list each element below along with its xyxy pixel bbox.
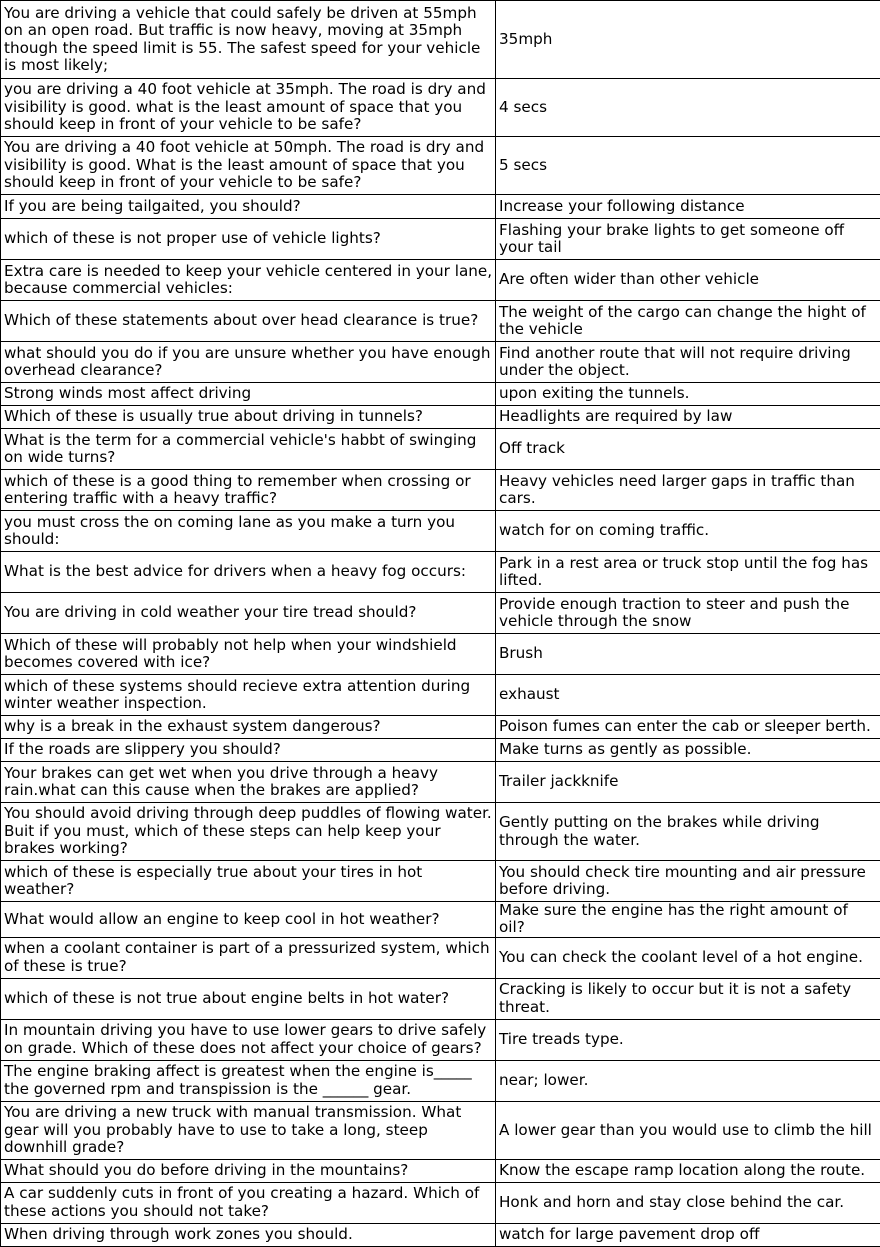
question-cell: What should you do before driving in the mountains?: [1, 1159, 496, 1182]
flashcard-table-body: [1, 1, 880, 1247]
table-row: [1, 1159, 880, 1182]
answer-cell: Cracking is likely to occur but it is not a safety threat.: [496, 978, 880, 1019]
table-row: [1, 429, 880, 470]
question-cell: When driving through work zones you should.: [1, 1223, 496, 1246]
question-cell: The engine braking affect is greatest when the engine is_____ the governed rpm and transpission is the ______ gear.: [1, 1060, 496, 1101]
question-cell: Your brakes can get wet when you drive through a heavy rain.what can this cause when the brakes are applied?: [1, 762, 496, 803]
answer-cell: Increase your following distance: [496, 195, 880, 219]
table-row: [1, 861, 880, 902]
table-row: [1, 470, 880, 511]
question-cell: when a coolant container is part of a pressurized system, which of these is true?: [1, 937, 496, 978]
table-row: [1, 1060, 880, 1101]
answer-cell: A lower gear than you would use to climb the hill: [496, 1101, 880, 1159]
answer-cell: 4 secs: [496, 79, 880, 137]
question-cell: You are driving a new truck with manual transmission. What gear will you probably have to use to take a long, steep downhill grade?: [1, 1101, 496, 1159]
answer-cell: Off track: [496, 429, 880, 470]
question-cell: What is the term for a commercial vehicle's habbt of swinging on wide turns?: [1, 429, 496, 470]
answer-cell: Gently putting on the brakes while driving through the water.: [496, 803, 880, 861]
table-row: [1, 342, 880, 383]
question-cell: which of these is not proper use of vehicle lights?: [1, 219, 496, 260]
question-cell: What would allow an engine to keep cool in hot weather?: [1, 902, 496, 938]
question-cell: what should you do if you are unsure whether you have enough overhead clearance?: [1, 342, 496, 383]
answer-cell: Honk and horn and stay close behind the car.: [496, 1182, 880, 1223]
question-cell: Strong winds most affect driving: [1, 383, 496, 406]
answer-cell: Make turns as gently as possible.: [496, 739, 880, 762]
answer-cell: Headlights are required by law: [496, 406, 880, 429]
answer-cell: watch for large pavement drop off: [496, 1223, 880, 1246]
answer-cell: Make sure the engine has the right amount of oil?: [496, 902, 880, 938]
table-row: [1, 716, 880, 739]
answer-cell: watch for on coming traffic.: [496, 511, 880, 552]
question-cell: A car suddenly cuts in front of you creating a hazard. Which of these actions you should not take?: [1, 1182, 496, 1223]
answer-cell: The weight of the cargo can change the hight of the vehicle: [496, 301, 880, 342]
answer-cell: Brush: [496, 634, 880, 675]
table-row: [1, 978, 880, 1019]
table-row: [1, 511, 880, 552]
table-row: [1, 552, 880, 593]
question-cell: Which of these statements about over head clearance is true?: [1, 301, 496, 342]
table-row: [1, 301, 880, 342]
table-row: [1, 675, 880, 716]
answer-cell: 35mph: [496, 1, 880, 79]
question-cell: which of these is a good thing to remember when crossing or entering traffic with a heavy traffic?: [1, 470, 496, 511]
question-cell: If the roads are slippery you should?: [1, 739, 496, 762]
answer-cell: Know the escape ramp location along the route.: [496, 1159, 880, 1182]
question-cell: which of these is not true about engine belts in hot water?: [1, 978, 496, 1019]
table-row: [1, 593, 880, 634]
answer-cell: Park in a rest area or truck stop until the fog has lifted.: [496, 552, 880, 593]
answer-cell: Tire treads type.: [496, 1019, 880, 1060]
answer-cell: Heavy vehicles need larger gaps in traffic than cars.: [496, 470, 880, 511]
question-cell: which of these systems should recieve extra attention during winter weather inspection.: [1, 675, 496, 716]
table-row: [1, 937, 880, 978]
answer-cell: upon exiting the tunnels.: [496, 383, 880, 406]
answer-cell: Are often wider than other vehicle: [496, 260, 880, 301]
table-row: [1, 762, 880, 803]
question-cell: why is a break in the exhaust system dangerous?: [1, 716, 496, 739]
table-row: [1, 383, 880, 406]
answer-cell: Find another route that will not require driving under the object.: [496, 342, 880, 383]
answer-cell: You should check tire mounting and air pressure before driving.: [496, 861, 880, 902]
question-cell: Which of these will probably not help when your windshield becomes covered with ice?: [1, 634, 496, 675]
table-row: [1, 1019, 880, 1060]
answer-cell: You can check the coolant level of a hot engine.: [496, 937, 880, 978]
question-cell: you must cross the on coming lane as you make a turn you should:: [1, 511, 496, 552]
table-row: [1, 79, 880, 137]
answer-cell: Provide enough traction to steer and push the vehicle through the snow: [496, 593, 880, 634]
question-cell: You are driving a vehicle that could safely be driven at 55mph on an open road. But traffic is now heavy, moving at 35mph though the speed limit is 55. The safest speed for your vehicle is most likely;: [1, 1, 496, 79]
table-row: [1, 1223, 880, 1246]
answer-cell: Poison fumes can enter the cab or sleeper berth.: [496, 716, 880, 739]
question-cell: You should avoid driving through deep puddles of flowing water. Buit if you must, which of these steps can help keep your brakes working?: [1, 803, 496, 861]
answer-cell: Trailer jackknife: [496, 762, 880, 803]
table-row: [1, 803, 880, 861]
answer-cell: near; lower.: [496, 1060, 880, 1101]
table-row: [1, 634, 880, 675]
table-row: [1, 1101, 880, 1159]
table-row: [1, 739, 880, 762]
question-cell: In mountain driving you have to use lower gears to drive safely on grade. Which of these does not affect your choice of gears?: [1, 1019, 496, 1060]
question-cell: You are driving in cold weather your tire tread should?: [1, 593, 496, 634]
table-row: [1, 902, 880, 938]
question-cell: If you are being tailgaited, you should?: [1, 195, 496, 219]
table-row: [1, 260, 880, 301]
question-cell: You are driving a 40 foot vehicle at 50mph. The road is dry and visibility is good. What is the least amount of space that you should keep in front of your vehicle to be safe?: [1, 137, 496, 195]
answer-cell: exhaust: [496, 675, 880, 716]
table-row: [1, 1182, 880, 1223]
question-cell: Which of these is usually true about driving in tunnels?: [1, 406, 496, 429]
table-row: [1, 219, 880, 260]
question-cell: Extra care is needed to keep your vehicle centered in your lane, because commercial vehicles:: [1, 260, 496, 301]
table-row: [1, 195, 880, 219]
question-cell: which of these is especially true about your tires in hot weather?: [1, 861, 496, 902]
table-row: [1, 137, 880, 195]
question-cell: What is the best advice for drivers when a heavy fog occurs:: [1, 552, 496, 593]
answer-cell: 5 secs: [496, 137, 880, 195]
question-cell: you are driving a 40 foot vehicle at 35mph. The road is dry and visibility is good. what is the least amount of space that you should keep in front of your vehicle to be safe?: [1, 79, 496, 137]
table-row: [1, 406, 880, 429]
table-row: [1, 1, 880, 79]
answer-cell: Flashing your brake lights to get someone off your tail: [496, 219, 880, 260]
